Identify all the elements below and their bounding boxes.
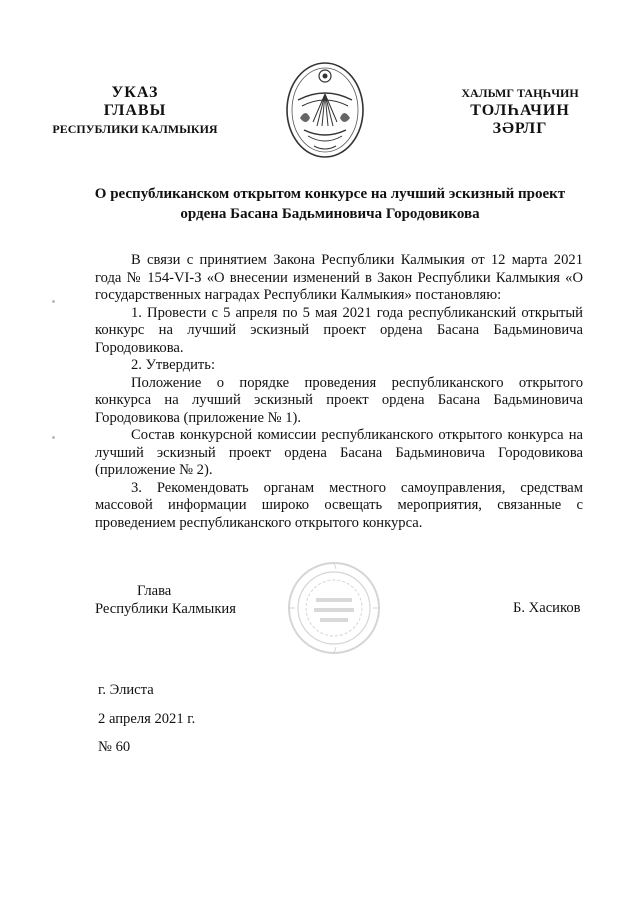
preamble-paragraph: В связи с принятием Закона Республики Калмыкия от 12 марта 2021 года № 154-VI-З «О внесении изменений в Закон Республики Калмыкия «О государственных наградах Республики Калмыкия» постановляю:	[95, 252, 583, 303]
item-2a-paragraph: Положение о порядке проведения республиканского открытого конкурса на лучший эскизный проект ордена Басана Бадьминовича Городовикова (приложение № 1).	[95, 374, 583, 426]
document-body	[95, 252, 583, 532]
signatory-name: Б. Хасиков	[513, 600, 581, 616]
item-1-paragraph: 1. Провести с 5 апреля по 5 мая 2021 года республиканский открытый конкурс на лучший эскизный проект ордена Басана Бадьминовича Городовикова.	[95, 304, 583, 356]
header-right	[420, 84, 620, 138]
item-2b-paragraph: Состав конкурсной комиссии республиканского открытого конкурса на лучший эскизный проект ордена Басана Бадьминовича Городовикова (приложение № 2).	[95, 427, 583, 478]
issue-city: г. Элиста	[98, 682, 154, 698]
emblem-icon	[284, 60, 366, 160]
signature-position-line1: Глава	[137, 583, 172, 599]
header-left	[40, 84, 230, 138]
signature-position-line2: Республики Калмыкия	[95, 601, 236, 617]
item-2-paragraph: 2. Утвердить:	[131, 357, 216, 373]
header-left-line1: УКАЗ	[111, 84, 159, 101]
header-right-line3: ЗӘРЛГ	[492, 120, 548, 137]
issue-date: 2 апреля 2021 г.	[98, 711, 196, 727]
scan-mark	[52, 300, 55, 303]
header-left-line2: ГЛАВЫ	[103, 102, 167, 119]
scan-mark	[52, 436, 55, 439]
header-right-line2: ТОЛҺАЧИН	[470, 102, 570, 119]
header-left-line3: РЕСПУБЛИКИ КАЛМЫКИЯ	[52, 122, 218, 136]
official-stamp-icon	[286, 560, 382, 656]
header-right-line1: ХАЛЬМГ ТАҢҺЧИН	[461, 86, 579, 100]
title-line2: ордена Басана Бадьминовича Городовикова	[180, 206, 480, 222]
item-3-paragraph: 3. Рекомендовать органам местного самоуправления, средствам массовой информации широко освещать мероприятия, связанные с проведением республиканского открытого конкурса.	[95, 479, 583, 531]
signature-position	[95, 582, 236, 618]
document-title	[60, 184, 600, 224]
document-number: № 60	[98, 739, 131, 755]
title-line1: О республиканском открытом конкурсе на лучший эскизный проект	[94, 186, 566, 202]
